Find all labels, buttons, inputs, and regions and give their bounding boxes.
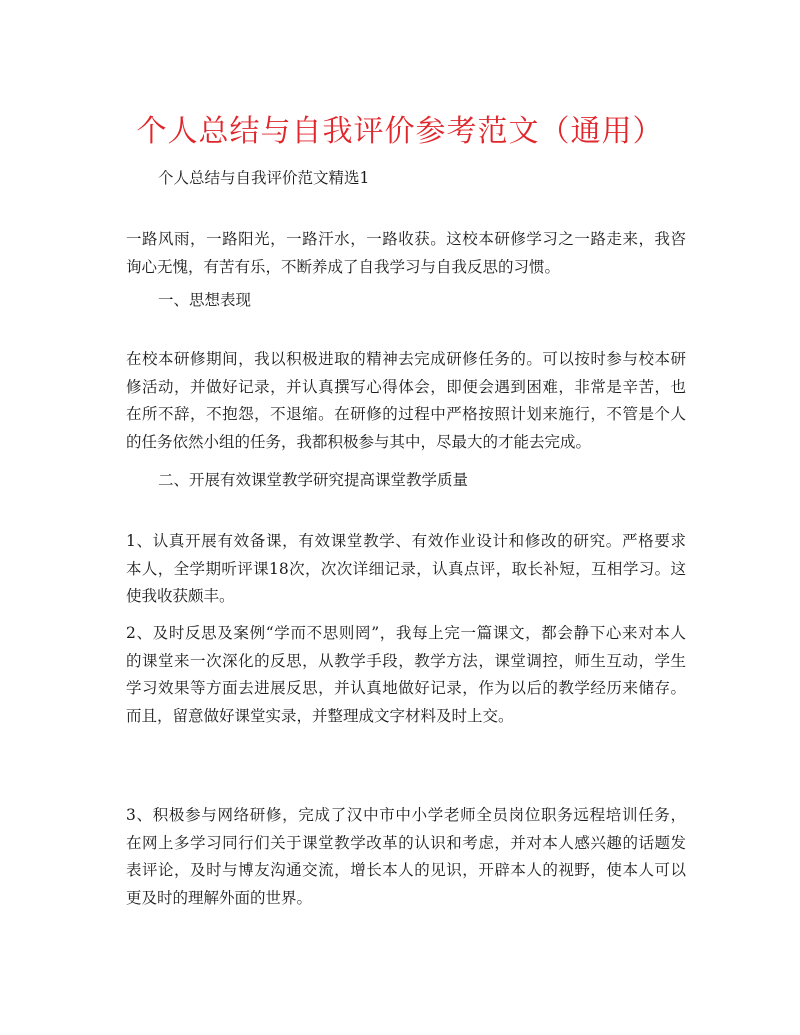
paragraph-thought — [126, 346, 686, 456]
paragraph-line: 而且，留意做好课堂实录，并整理成文字材料及时上交。 — [126, 706, 514, 725]
paragraph-line: 的课堂来一次深化的反思，从教学手段，教学方法，课堂调控，师生互动，学生 — [126, 651, 686, 670]
paragraph-line: 使我收获颇丰。 — [126, 587, 235, 605]
document-subtitle: 个人总结与自我评价范文精选1 — [158, 169, 370, 187]
paragraph-item-2 — [126, 620, 686, 730]
section-heading-teaching: 二、开展有效课堂教学研究提高课堂教学质量 — [158, 471, 469, 489]
document-title: 个人总结与自我评价参考范文（通用） — [136, 114, 664, 149]
paragraph-line: 在网上多学习同行们关于课堂教学改革的认识和考虑，并对本人感兴趣的话题发 — [126, 833, 686, 852]
paragraph-line: 表评论，及时与博友沟通交流，增长本人的见识，开辟本人的视野，使本人可以 — [126, 861, 686, 879]
section-heading-thought: 一、思想表现 — [158, 291, 252, 309]
paragraph-line: 更及时的理解外面的世界。 — [126, 888, 313, 907]
paragraph-line: 修活动，并做好记录，并认真撰写心得体会，即便会遇到困难，非常是辛苦，也 — [126, 377, 686, 396]
paragraph-item-1 — [126, 528, 686, 611]
paragraph-line: 3、积极参与网络研修，完成了汉中市中小学老师全员岗位职务远程培训任务， — [126, 806, 686, 824]
paragraph-intro — [126, 226, 686, 281]
paragraph-item-3 — [126, 802, 686, 912]
paragraph-line: 在校本研修期间，我以积极进取的精神去完成研修任务的。可以按时参与校本研 — [126, 350, 686, 368]
paragraph-line: 1、认真开展有效备课，有效课堂教学、有效作业设计和修改的研究。严格要求 — [126, 532, 686, 550]
paragraph-line: 2、及时反思及案例“学而不思则罔”，我每上完一篇课文，都会静下心来对本人 — [126, 624, 686, 642]
paragraph-line: 本人，全学期听评课18次，次次详细记录，认真点评，取长补短，互相学习。这 — [126, 559, 686, 578]
paragraph-line: 的任务依然小组的任务，我都积极参与其中，尽最大的才能去完成。 — [126, 432, 592, 451]
paragraph-line: 一路风雨，一路阳光，一路汗水，一路收获。这校本研修学习之一路走来，我咨 — [126, 230, 686, 248]
paragraph-line: 学习效果等方面去进展反思，并认真地做好记录，作为以后的教学经历来储存。 — [126, 679, 686, 697]
paragraph-line: 在所不辞，不抱怨，不退缩。在研修的过程中严格按照计划来施行，不管是个人 — [126, 405, 686, 423]
paragraph-line: 询心无愧，有苦有乐，不断养成了自我学习与自我反思的习惯。 — [126, 257, 561, 276]
